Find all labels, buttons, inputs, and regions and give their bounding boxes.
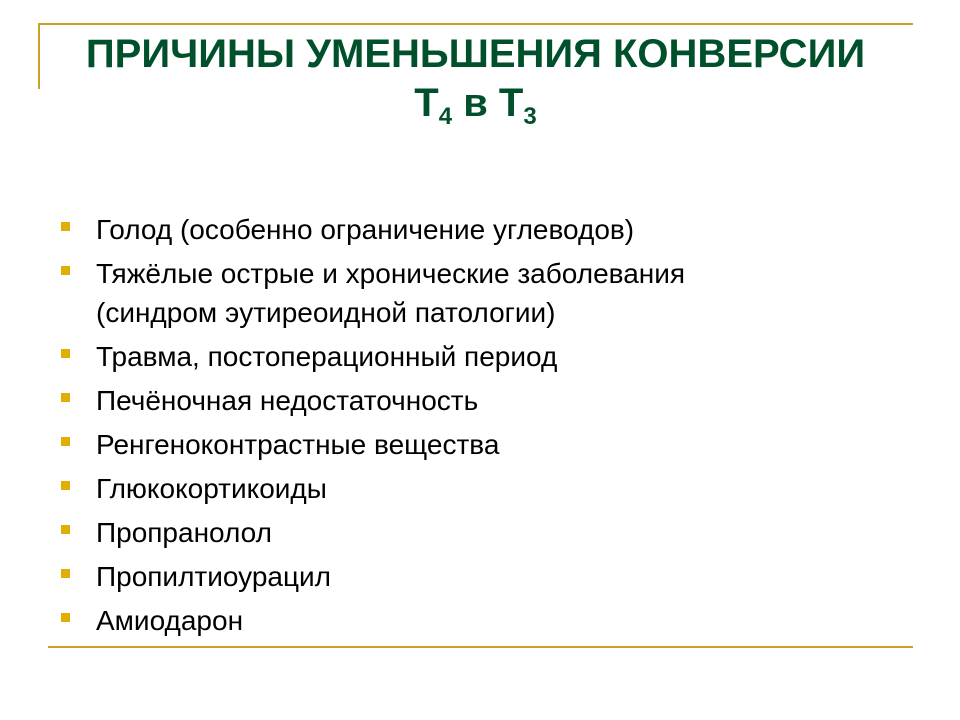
square-bullet-icon (61, 525, 70, 534)
square-bullet-icon (61, 266, 70, 275)
square-bullet-icon (61, 481, 70, 490)
bullet-list (60, 210, 920, 645)
square-bullet-icon (61, 349, 70, 358)
bullet-item (60, 254, 920, 332)
bullet-item (60, 425, 920, 464)
title-sub-4: 4 (438, 103, 453, 130)
square-bullet-icon (61, 222, 70, 231)
bullet-text: Амиодарон (96, 605, 244, 636)
bullet-item (60, 557, 920, 596)
bullet-item (60, 381, 920, 420)
title-t4: Т (414, 81, 439, 125)
bullet-item (60, 210, 920, 249)
bullet-item (60, 601, 920, 640)
bullet-item (60, 513, 920, 552)
bullet-item (60, 337, 920, 376)
bullet-item (60, 469, 920, 508)
title-middle: в (452, 81, 499, 125)
square-bullet-icon (61, 393, 70, 402)
left-accent-line (38, 23, 40, 89)
bottom-divider-line (48, 646, 913, 648)
bullet-text: Травма, постоперационный период (96, 341, 558, 372)
title-t3: Т (498, 81, 524, 125)
bullet-text: Пропранолол (96, 517, 272, 548)
bullet-text: Пропилтиоурацил (96, 561, 331, 592)
bullet-text-continued: (синдром эутиреоидной патологии) (96, 297, 556, 328)
slide-title (48, 30, 903, 128)
title-line-1: ПРИЧИНЫ УМЕНЬШЕНИЯ КОНВЕРСИИ (85, 32, 866, 76)
top-divider-line (40, 23, 913, 25)
square-bullet-icon (61, 437, 70, 446)
bullet-text: Голод (особенно ограничение углеводов) (96, 214, 635, 245)
bullet-text: Печёночная недостаточность (96, 385, 479, 416)
bullet-text: Глюкокортикоиды (96, 473, 327, 504)
bullet-text: Тяжёлые острые и хронические заболевания (96, 258, 686, 289)
bullet-text: Ренгеноконтрастные вещества (96, 429, 500, 460)
title-line-2 (48, 79, 903, 128)
square-bullet-icon (61, 613, 70, 622)
title-sub-3: 3 (523, 103, 537, 130)
square-bullet-icon (61, 569, 70, 578)
